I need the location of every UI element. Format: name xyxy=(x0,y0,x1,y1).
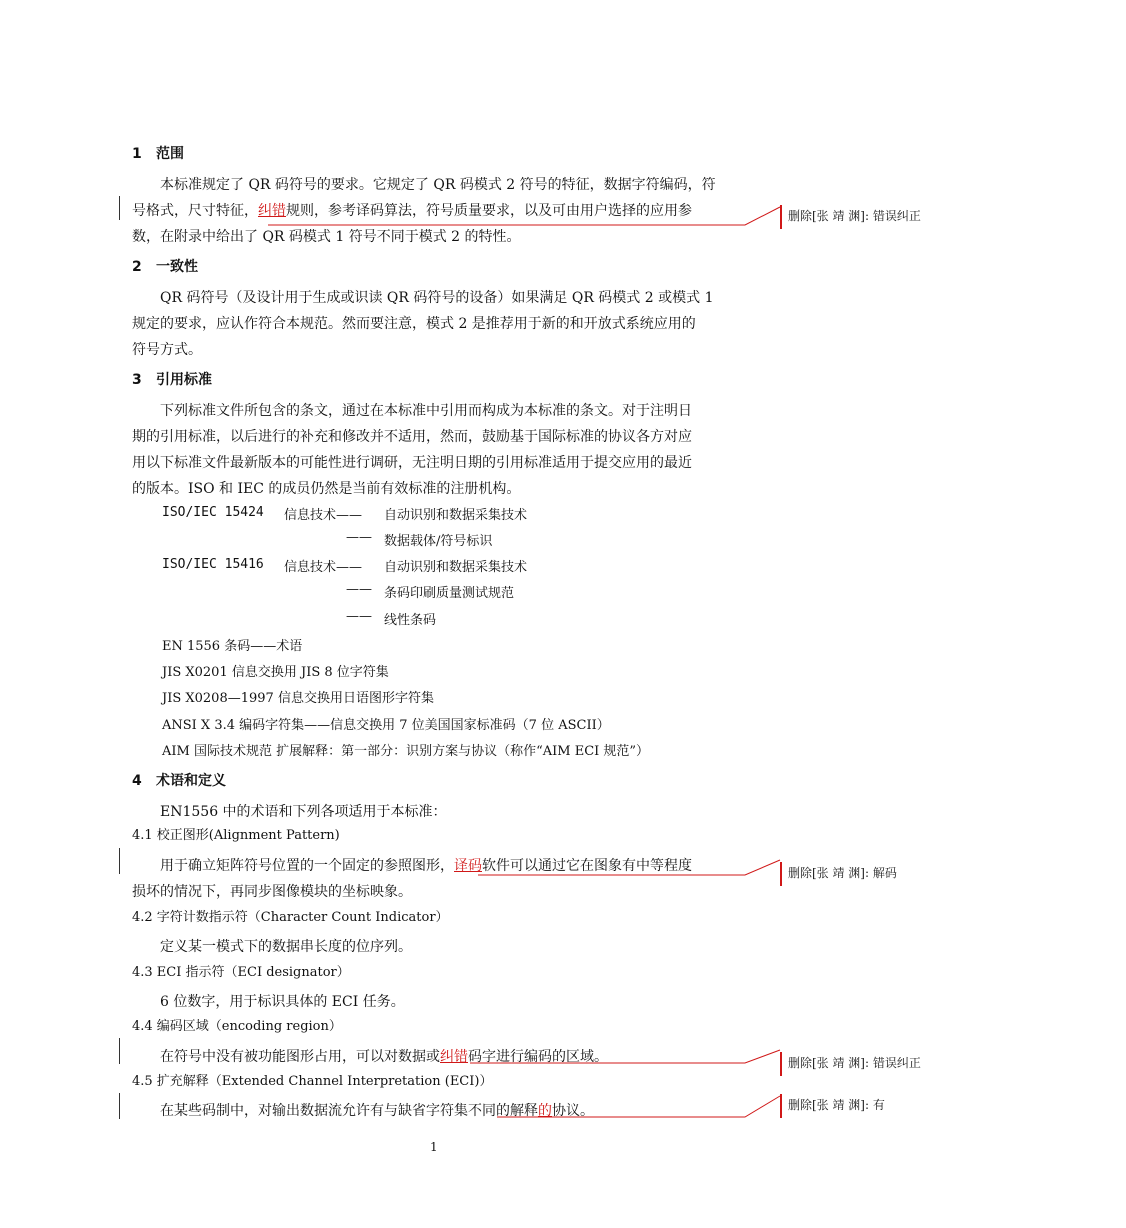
ref-subtitle: 自动识别和数据采集技术 xyxy=(384,560,528,575)
paragraph-line: 损坏的情况下，再同步图像模块的坐标映象。 xyxy=(132,884,412,900)
ref-entry: ANSI X 3.4 编码字符集——信息交换用 7 位美国国家标准码（7 位 ASCII） xyxy=(162,718,610,733)
ref-subtitle: 数据载体/符号标识 xyxy=(384,534,493,549)
paragraph-line: 的版本。ISO 和 IEC 的成员仍然是当前有效标准的注册机构。 xyxy=(132,481,521,497)
ref-entry: JIS X0201 信息交换用 JIS 8 位字符集 xyxy=(162,665,389,680)
change-bar xyxy=(119,848,120,874)
section-heading-2: 2 一致性 xyxy=(132,259,198,275)
section-heading-1: 1 范围 xyxy=(132,146,184,162)
paragraph-line: 规定的要求，应认作符合本规范。然而要注意，模式 2 是推荐用于新的和开放式系统应用的 xyxy=(132,316,696,332)
ref-dash: —— xyxy=(346,609,372,624)
comment-bar xyxy=(780,205,782,229)
comment-balloon[interactable]: 删除[张 靖 渊]: 错误纠正 xyxy=(788,209,921,223)
section-heading-3: 3 引用标准 xyxy=(132,372,212,388)
ref-subtitle: 条码印刷质量测试规范 xyxy=(384,586,515,601)
term-heading: 4.5 扩充解释（Extended Channel Interpretation (ECI)） xyxy=(132,1074,493,1089)
comment-bar xyxy=(780,1094,782,1118)
revision-mark[interactable]: 的 xyxy=(538,1103,552,1119)
paragraph-line: 定义某一模式下的数据串长度的位序列。 xyxy=(160,939,412,955)
change-bar xyxy=(119,196,120,220)
ref-title: 信息技术—— xyxy=(284,560,363,575)
ref-subtitle: 自动识别和数据采集技术 xyxy=(384,508,528,523)
ref-subtitle: 线性条码 xyxy=(384,613,437,628)
change-bar xyxy=(119,1038,120,1064)
paragraph-line: 符号方式。 xyxy=(132,342,202,358)
comment-bar xyxy=(780,862,782,886)
comment-balloon[interactable]: 删除[张 靖 渊]: 解码 xyxy=(788,866,897,880)
ref-entry: EN 1556 条码——术语 xyxy=(162,639,303,654)
paragraph-line: 号格式，尺寸特征，纠错规则，参考译码算法，符号质量要求，以及可由用户选择的应用参 xyxy=(132,203,692,219)
paragraph-line: 用于确立矩阵符号位置的一个固定的参照图形，译码软件可以通过它在图象有中等程度 xyxy=(160,858,692,874)
term-heading: 4.2 字符计数指示符（Character Count Indicator） xyxy=(132,910,449,925)
paragraph-line: QR 码符号（及设计用于生成或识读 QR 码符号的设备）如果满足 QR 码模式 2 或模式 1 xyxy=(160,290,714,306)
comment-balloon[interactable]: 删除[张 靖 渊]: 错误纠正 xyxy=(788,1056,921,1070)
page-number: 1 xyxy=(430,1140,438,1154)
ref-code: ISO/IEC 15424 xyxy=(162,505,264,520)
revision-mark[interactable]: 纠错 xyxy=(258,203,286,219)
revision-mark[interactable]: 译码 xyxy=(454,858,482,874)
ref-entry: AIM 国际技术规范 扩展解释：第一部分：识别方案与协议（称作“AIM ECI 规范”） xyxy=(162,744,650,759)
comment-bar xyxy=(780,1052,782,1076)
ref-dash: —— xyxy=(346,582,372,597)
paragraph-line: 6 位数字，用于标识具体的 ECI 任务。 xyxy=(160,994,405,1010)
change-bar xyxy=(119,1093,120,1119)
term-heading: 4.4 编码区域（encoding region） xyxy=(132,1019,342,1034)
paragraph-line: 用以下标准文件最新版本的可能性进行调研，无注明日期的引用标准适用于提交应用的最近 xyxy=(132,455,692,471)
comment-balloon[interactable]: 删除[张 靖 渊]: 有 xyxy=(788,1098,885,1112)
section-heading-4: 4 术语和定义 xyxy=(132,773,226,789)
ref-title: 信息技术—— xyxy=(284,508,363,523)
ref-entry: JIS X0208—1997 信息交换用日语图形字符集 xyxy=(162,691,434,706)
paragraph-line: EN1556 中的术语和下列各项适用于本标准： xyxy=(160,804,447,820)
term-heading: 4.1 校正图形(Alignment Pattern) xyxy=(132,828,340,843)
revision-mark[interactable]: 纠错 xyxy=(440,1049,468,1065)
ref-code: ISO/IEC 15416 xyxy=(162,557,264,572)
paragraph-line: 本标准规定了 QR 码符号的要求。它规定了 QR 码模式 2 符号的特征，数据字符编码，符 xyxy=(160,177,716,193)
paragraph-line: 数，在附录中给出了 QR 码模式 1 符号不同于模式 2 的特性。 xyxy=(132,229,521,245)
paragraph-line: 在符号中没有被功能图形占用，可以对数据或纠错码字进行编码的区域。 xyxy=(160,1049,608,1065)
paragraph-line: 下列标准文件所包含的条文，通过在本标准中引用而构成为本标准的条文。对于注明日 xyxy=(160,403,692,419)
paragraph-line: 期的引用标准，以后进行的补充和修改并不适用，然而，鼓励基于国际标准的协议各方对应 xyxy=(132,429,692,445)
term-heading: 4.3 ECI 指示符（ECI designator） xyxy=(132,965,350,980)
ref-dash: —— xyxy=(346,530,372,545)
paragraph-line: 在某些码制中，对输出数据流允许有与缺省字符集不同的解释的协议。 xyxy=(160,1103,594,1119)
